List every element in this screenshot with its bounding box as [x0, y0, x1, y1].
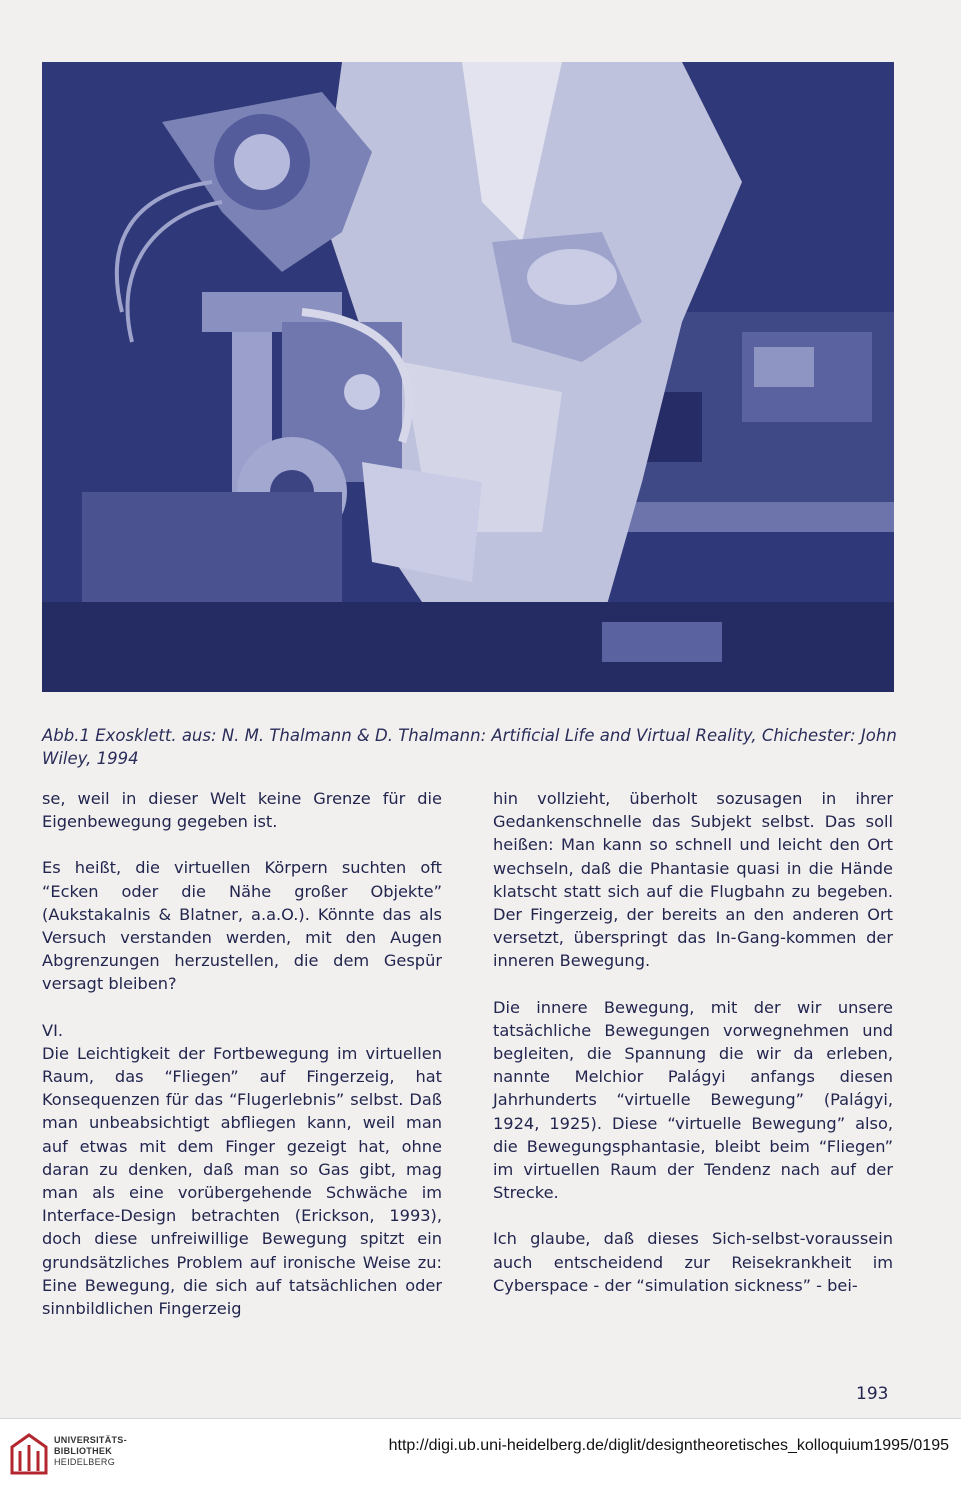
library-line: BIBLIOTHEK [54, 1446, 112, 1456]
figure-caption: Abb.1 Exosklett. aus: N. M. Thalmann & D. Thalmann: Artificial Life and Virtual Reality, Chichester: John Wiley, 1994 [42, 726, 897, 768]
exoskeleton-photo [42, 62, 894, 692]
library-name [54, 1435, 127, 1468]
left-column [42, 787, 442, 1343]
library-logo-icon [10, 1433, 48, 1479]
paragraph: se, weil in dieser Welt keine Grenze für die Eigenbewegung gegeben ist. [42, 789, 442, 832]
paragraph: Die innere Bewegung, mit der wir unsere tatsächliche Bewegungen vorwegnehmen und begleiten, die Spannung die wir da erleben, nannte Melchior Palágyi anfangs diesen Jahrhunderts “virtuelle Bewegung” (Palágyi, 1924, 1925). Diese “virtuelle Bewegung” also, die Bewegungsphantasie, bleibt beim “Fliegen” im virtuellen Raum der Tendenz nach auf der Strecke. [493, 997, 893, 1203]
right-column [493, 787, 893, 1320]
paragraph: Es heißt, die virtuellen Körpern suchten oft “Ecken oder die Nähe großer Objekte” (Aukstakalnis & Blatner, a.a.O.). Könnte das als Versuch verstanden werden, mit den Augen Abgrenzungen herzustellen, die dem Gespür versagt bleiben? [42, 858, 442, 994]
library-line: HEIDELBERG [54, 1457, 116, 1467]
page-number: 193 [856, 1384, 889, 1404]
permalink-url[interactable]: http://digi.ub.uni-heidelberg.de/diglit/designtheoretisches_kolloquium1995/0195 [388, 1437, 949, 1454]
library-line: UNIVERSITÄTS- [54, 1435, 127, 1445]
viewer-footer [0, 1418, 961, 1489]
paragraph: hin vollzieht, überholt sozusagen in ihrer Gedankenschnelle das Subjekt selbst. Das soll heißen: Man kann so schnell und leicht den Ort wechseln, daß die Phantasie quasi in die Hände klatscht statt sich auf die Flugbahn zu begeben. Der Fingerzeig, der bereits an den anderen Ort versetzt, überspringt das In-Gang-kommen der inneren Bewegung. [493, 789, 893, 971]
paragraph: Ich glaube, daß dieses Sich-selbst-voraussein auch entscheidend zur Reisekrankheit im Cyberspace - der “simulation sickness” - bei- [493, 1229, 893, 1295]
section-heading: VI. [42, 1020, 63, 1040]
paragraph: Die Leichtigkeit der Fortbewegung im virtuellen Raum, das “Fliegen” auf Fingerzeig, hat Konsequenzen für das “Flugerlebnis” selbst. Daß man unbeabsichtigt abfliegen kann, weil man auf etwas mit dem Finger gezeigt hat, ohne daran zu denken, daß man so Gas gibt, mag man als eine vorübergehende Schwäche im Interface-Design betrachten (Erickson, 1993), doch diese unfreiwillige Bewegung spitzt ein grundsätzliches Problem auf ironische Weise zu: Eine Bewegung, die sich auf tatsächlichen oder sinnbildlichen Fingerzeig [42, 1043, 442, 1319]
